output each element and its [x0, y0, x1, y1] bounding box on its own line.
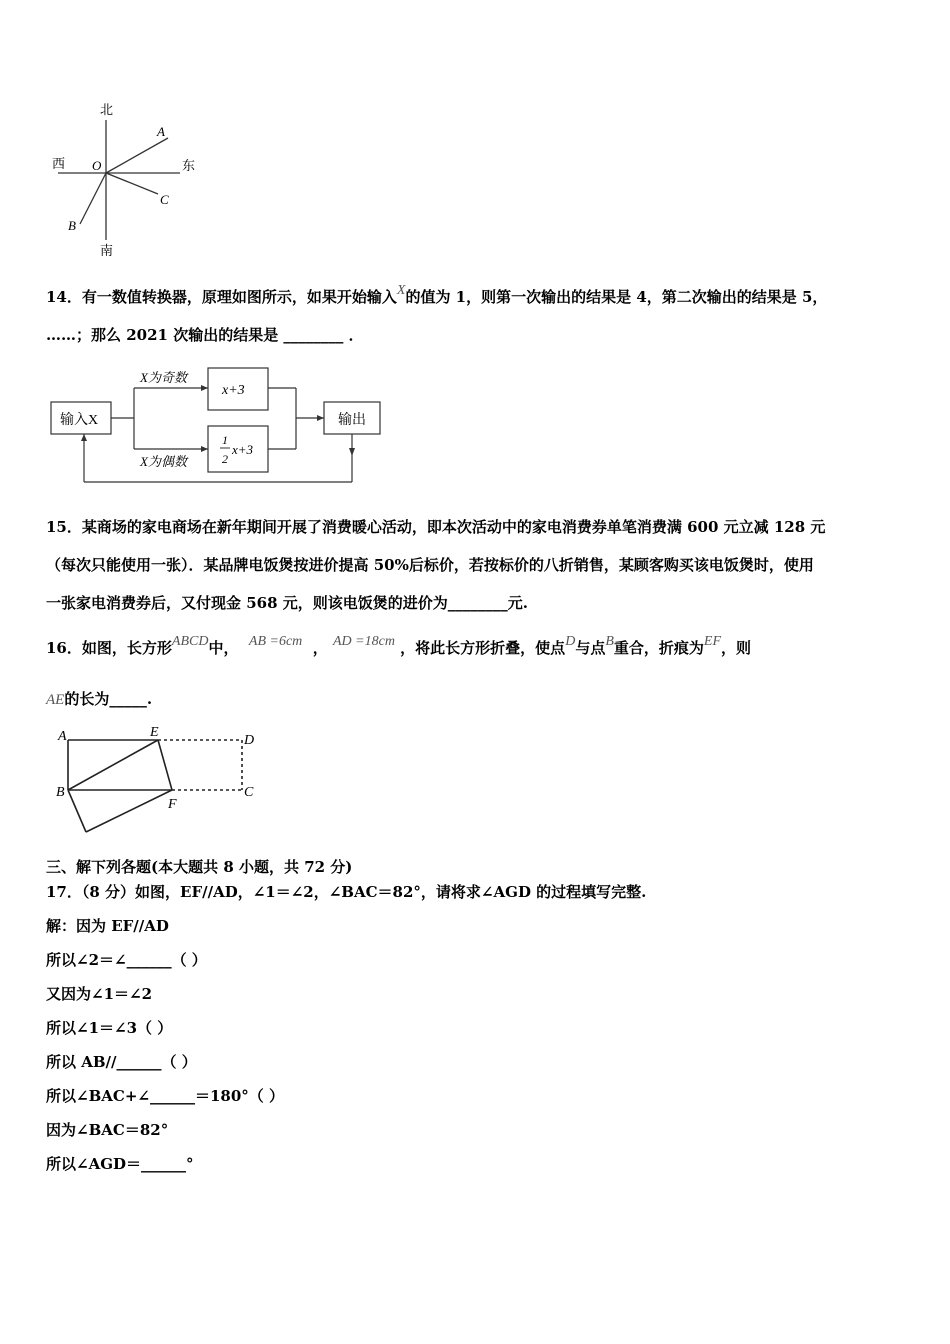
flow-even-rest: x+3	[232, 442, 254, 457]
q17-line8: 所以∠AGD＝______°	[46, 1155, 194, 1173]
q17-line7: 因为∠BAC＝82°	[46, 1121, 169, 1139]
q17-line2: 所以∠2＝∠______（ ）	[46, 951, 207, 969]
flow-odd-label: X为奇数	[140, 370, 187, 385]
ray-oc	[106, 173, 158, 194]
fig-label-b: B	[56, 785, 65, 800]
q16-t2: 中，	[208, 639, 239, 657]
q15-number: 15．	[46, 518, 82, 536]
q14-number: 14．	[46, 288, 82, 306]
flow-even-num: 1	[222, 433, 228, 447]
q16-line1	[46, 634, 752, 658]
q17-line3: 又因为∠1＝∠2	[46, 985, 153, 1003]
q16-ab: AB =6cm	[248, 634, 303, 649]
flow-input-label: 输入X	[60, 413, 99, 428]
fig-label-e: E	[150, 725, 159, 740]
q15-line2: （每次只能使用一张）．某品牌电饭煲按进价提高 50%后标价，若按标价的八折销售，某顾客购买该电饭煲时，使用	[46, 556, 814, 574]
ray-ob	[80, 173, 106, 224]
label-c: C	[160, 192, 169, 207]
q14-text2: 的值为 1，则第一次输出的结果是 4，第二次输出的结果是 5，	[405, 288, 828, 306]
q14-text1: 有一数值转换器，原理如图所示，如果开始输入	[81, 288, 397, 306]
q16-ef: EF	[703, 634, 722, 649]
q16-t3: ，	[312, 639, 328, 657]
q16-line2	[46, 688, 152, 709]
q16-t5: 与点	[575, 639, 606, 657]
label-a: A	[157, 124, 165, 139]
q14-var: X	[396, 283, 406, 298]
q16-t8: 的长为_____.	[64, 690, 153, 708]
label-west: 西	[52, 156, 66, 171]
q16-rect: ABCD	[171, 634, 209, 649]
q14-line2: ……；那么 2021 次输出的结果是 ________ ．	[46, 326, 364, 344]
compass-figure	[40, 98, 220, 260]
q16-ae: AE	[46, 692, 65, 708]
q17-line6: 所以∠BAC+∠______＝180°（ ）	[46, 1087, 284, 1105]
q16-t7: ，则	[721, 639, 752, 657]
q17-line1: 解：因为 EF//AD	[46, 917, 169, 935]
q14-line1	[46, 283, 828, 307]
q17-line0: 17．（8 分）如图，EF//AD，∠1＝∠2，∠BAC＝82°，请将求∠AGD 的过程填写完整.	[46, 883, 647, 901]
fig-label-a: A	[58, 729, 67, 744]
q15-line1	[46, 516, 825, 537]
flow-even-den: 2	[222, 452, 228, 466]
q16-t6: 重合，折痕为	[613, 639, 704, 657]
converter-flowchart	[48, 362, 388, 488]
q15-line3: 一张家电消费券后，又付现金 568 元，则该电饭煲的进价为________元.	[46, 594, 528, 612]
flow-even-label: X为偶数	[140, 454, 187, 469]
fig-label-c: C	[244, 785, 254, 800]
q17-line4: 所以∠1＝∠3（ ）	[46, 1019, 173, 1037]
flow-output-label: 输出	[338, 413, 366, 428]
ray-oa	[106, 138, 168, 173]
fig-label-f: F	[168, 797, 177, 812]
section3-heading: 三、解下列各题(本大题共 8 小题，共 72 分)	[46, 858, 353, 876]
label-north: 北	[100, 102, 114, 117]
fig-label-d: D	[244, 733, 255, 748]
folded-rectangle-figure	[50, 722, 270, 840]
label-o: O	[92, 158, 102, 173]
q16-d: D	[565, 634, 576, 649]
q16-number: 16．	[46, 639, 82, 657]
label-south: 南	[100, 243, 114, 258]
label-east: 东	[182, 158, 196, 173]
q15-text1: 某商场的家电商场在新年期间开展了消费暖心活动，即本次活动中的家电消费券单笔消费满 600 元立减 128 元	[81, 518, 826, 536]
label-b: B	[68, 218, 76, 233]
flow-odd-expr: x+3	[222, 383, 245, 398]
q16-t1: 如图，长方形	[81, 639, 172, 657]
q16-t4: ，将此长方形折叠，使点	[400, 639, 566, 657]
q17-line5: 所以 AB//______（ ）	[46, 1053, 197, 1071]
q16-ad: AD =18cm	[333, 634, 395, 649]
q16-b: B	[605, 634, 614, 649]
